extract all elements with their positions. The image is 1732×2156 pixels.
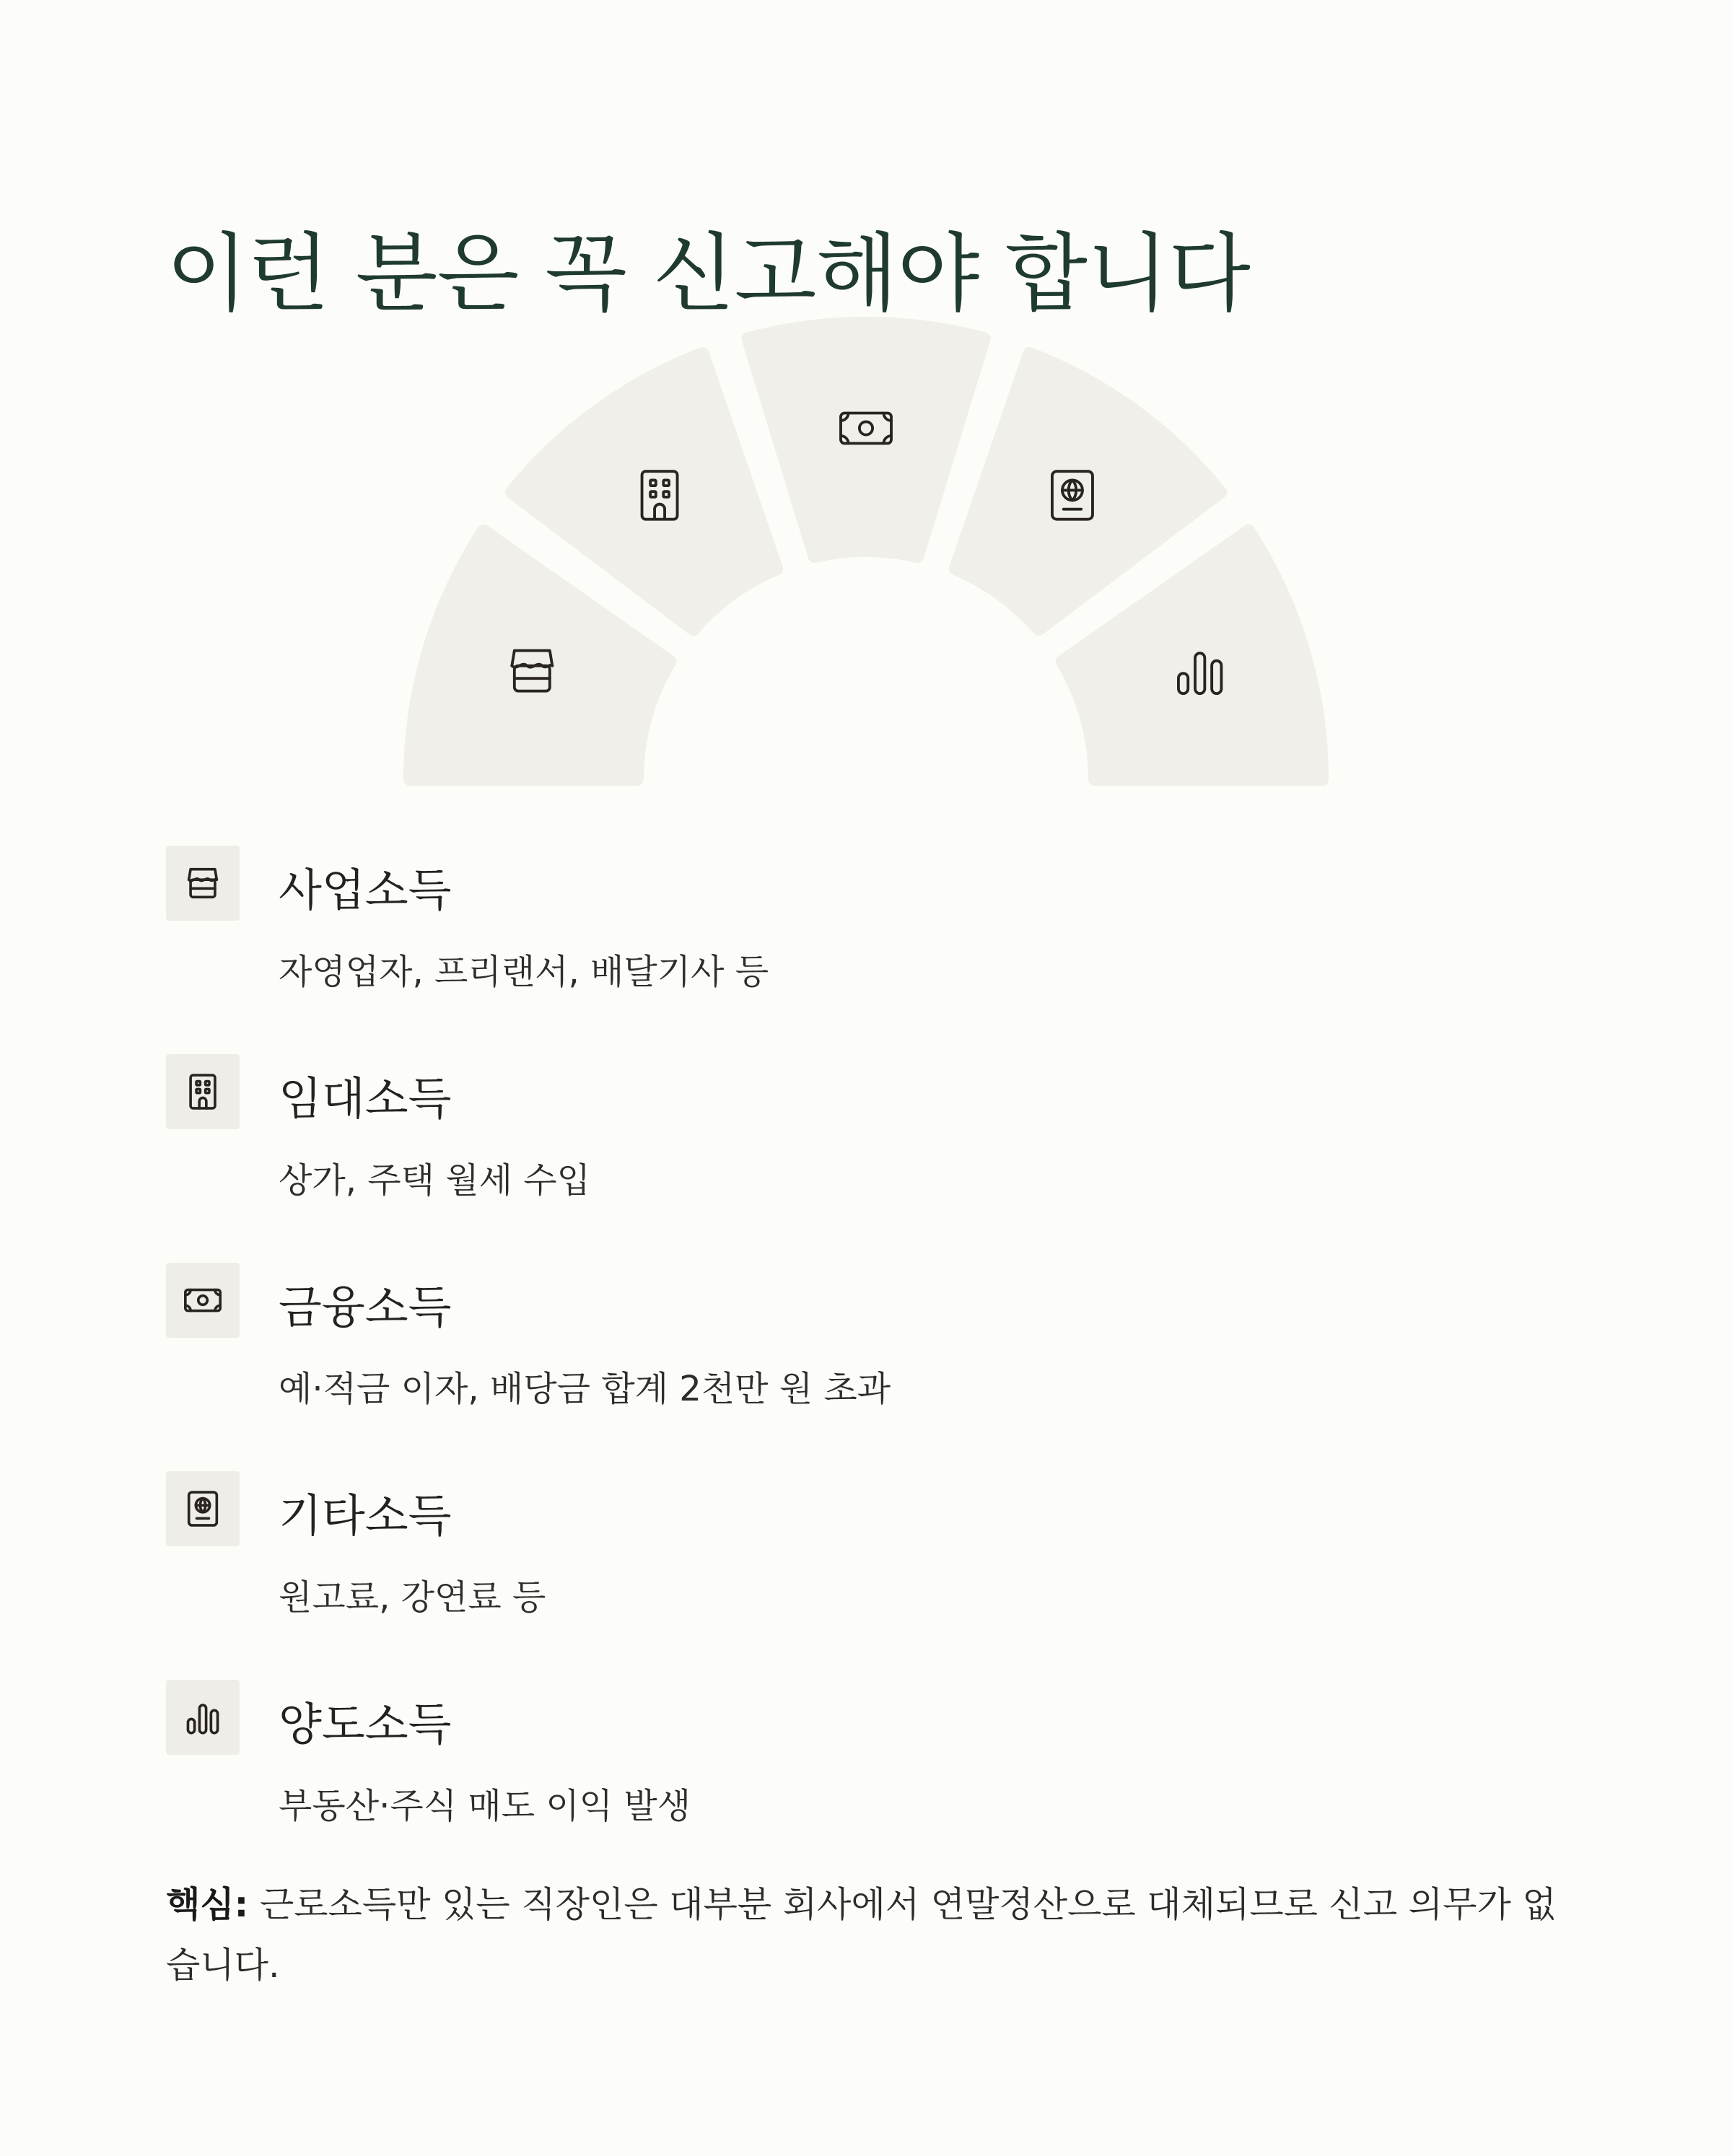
key-note	[166, 1875, 1580, 1996]
banknote-icon	[166, 1263, 240, 1338]
page-title: 이런 분은 꼭 신고해야 합니다	[166, 224, 1250, 324]
list-item-financial-income	[166, 1263, 1609, 1471]
storefront-icon	[166, 846, 240, 921]
item-title: 양도소득	[279, 1698, 452, 1750]
list-item-other-income	[166, 1471, 1609, 1680]
item-title: 사업소득	[279, 864, 452, 916]
item-title: 금융소득	[279, 1281, 452, 1333]
item-description: 원고료, 강연료 등	[279, 1577, 546, 1618]
list-item-business-income	[166, 846, 1609, 1054]
key-note-text: 근로소득만 있는 직장인은 대부분 회사에서 연말정산으로 대체되므로 신고 의무가 없습니다.	[166, 1884, 1557, 1986]
fan-segment-banknote	[748, 323, 984, 556]
item-title: 기타소득	[279, 1489, 452, 1542]
building-icon	[166, 1054, 240, 1129]
income-type-fan-diagram	[0, 0, 1732, 808]
item-description: 부동산·주식 매도 이익 발생	[279, 1786, 691, 1826]
income-type-list	[166, 846, 1609, 1888]
list-item-rental-income	[166, 1054, 1609, 1263]
item-title: 임대소득	[279, 1072, 452, 1125]
list-item-capital-gains	[166, 1680, 1609, 1888]
item-description: 상가, 주택 월세 수입	[279, 1160, 590, 1201]
key-note-label: 핵심:	[166, 1884, 249, 1925]
item-description: 예·적금 이자, 배당금 합계 2천만 원 초과	[279, 1369, 891, 1409]
item-description: 자영업자, 프리랜서, 배달기사 등	[279, 952, 769, 992]
passport-icon	[166, 1471, 240, 1546]
bar-chart-icon	[166, 1680, 240, 1755]
